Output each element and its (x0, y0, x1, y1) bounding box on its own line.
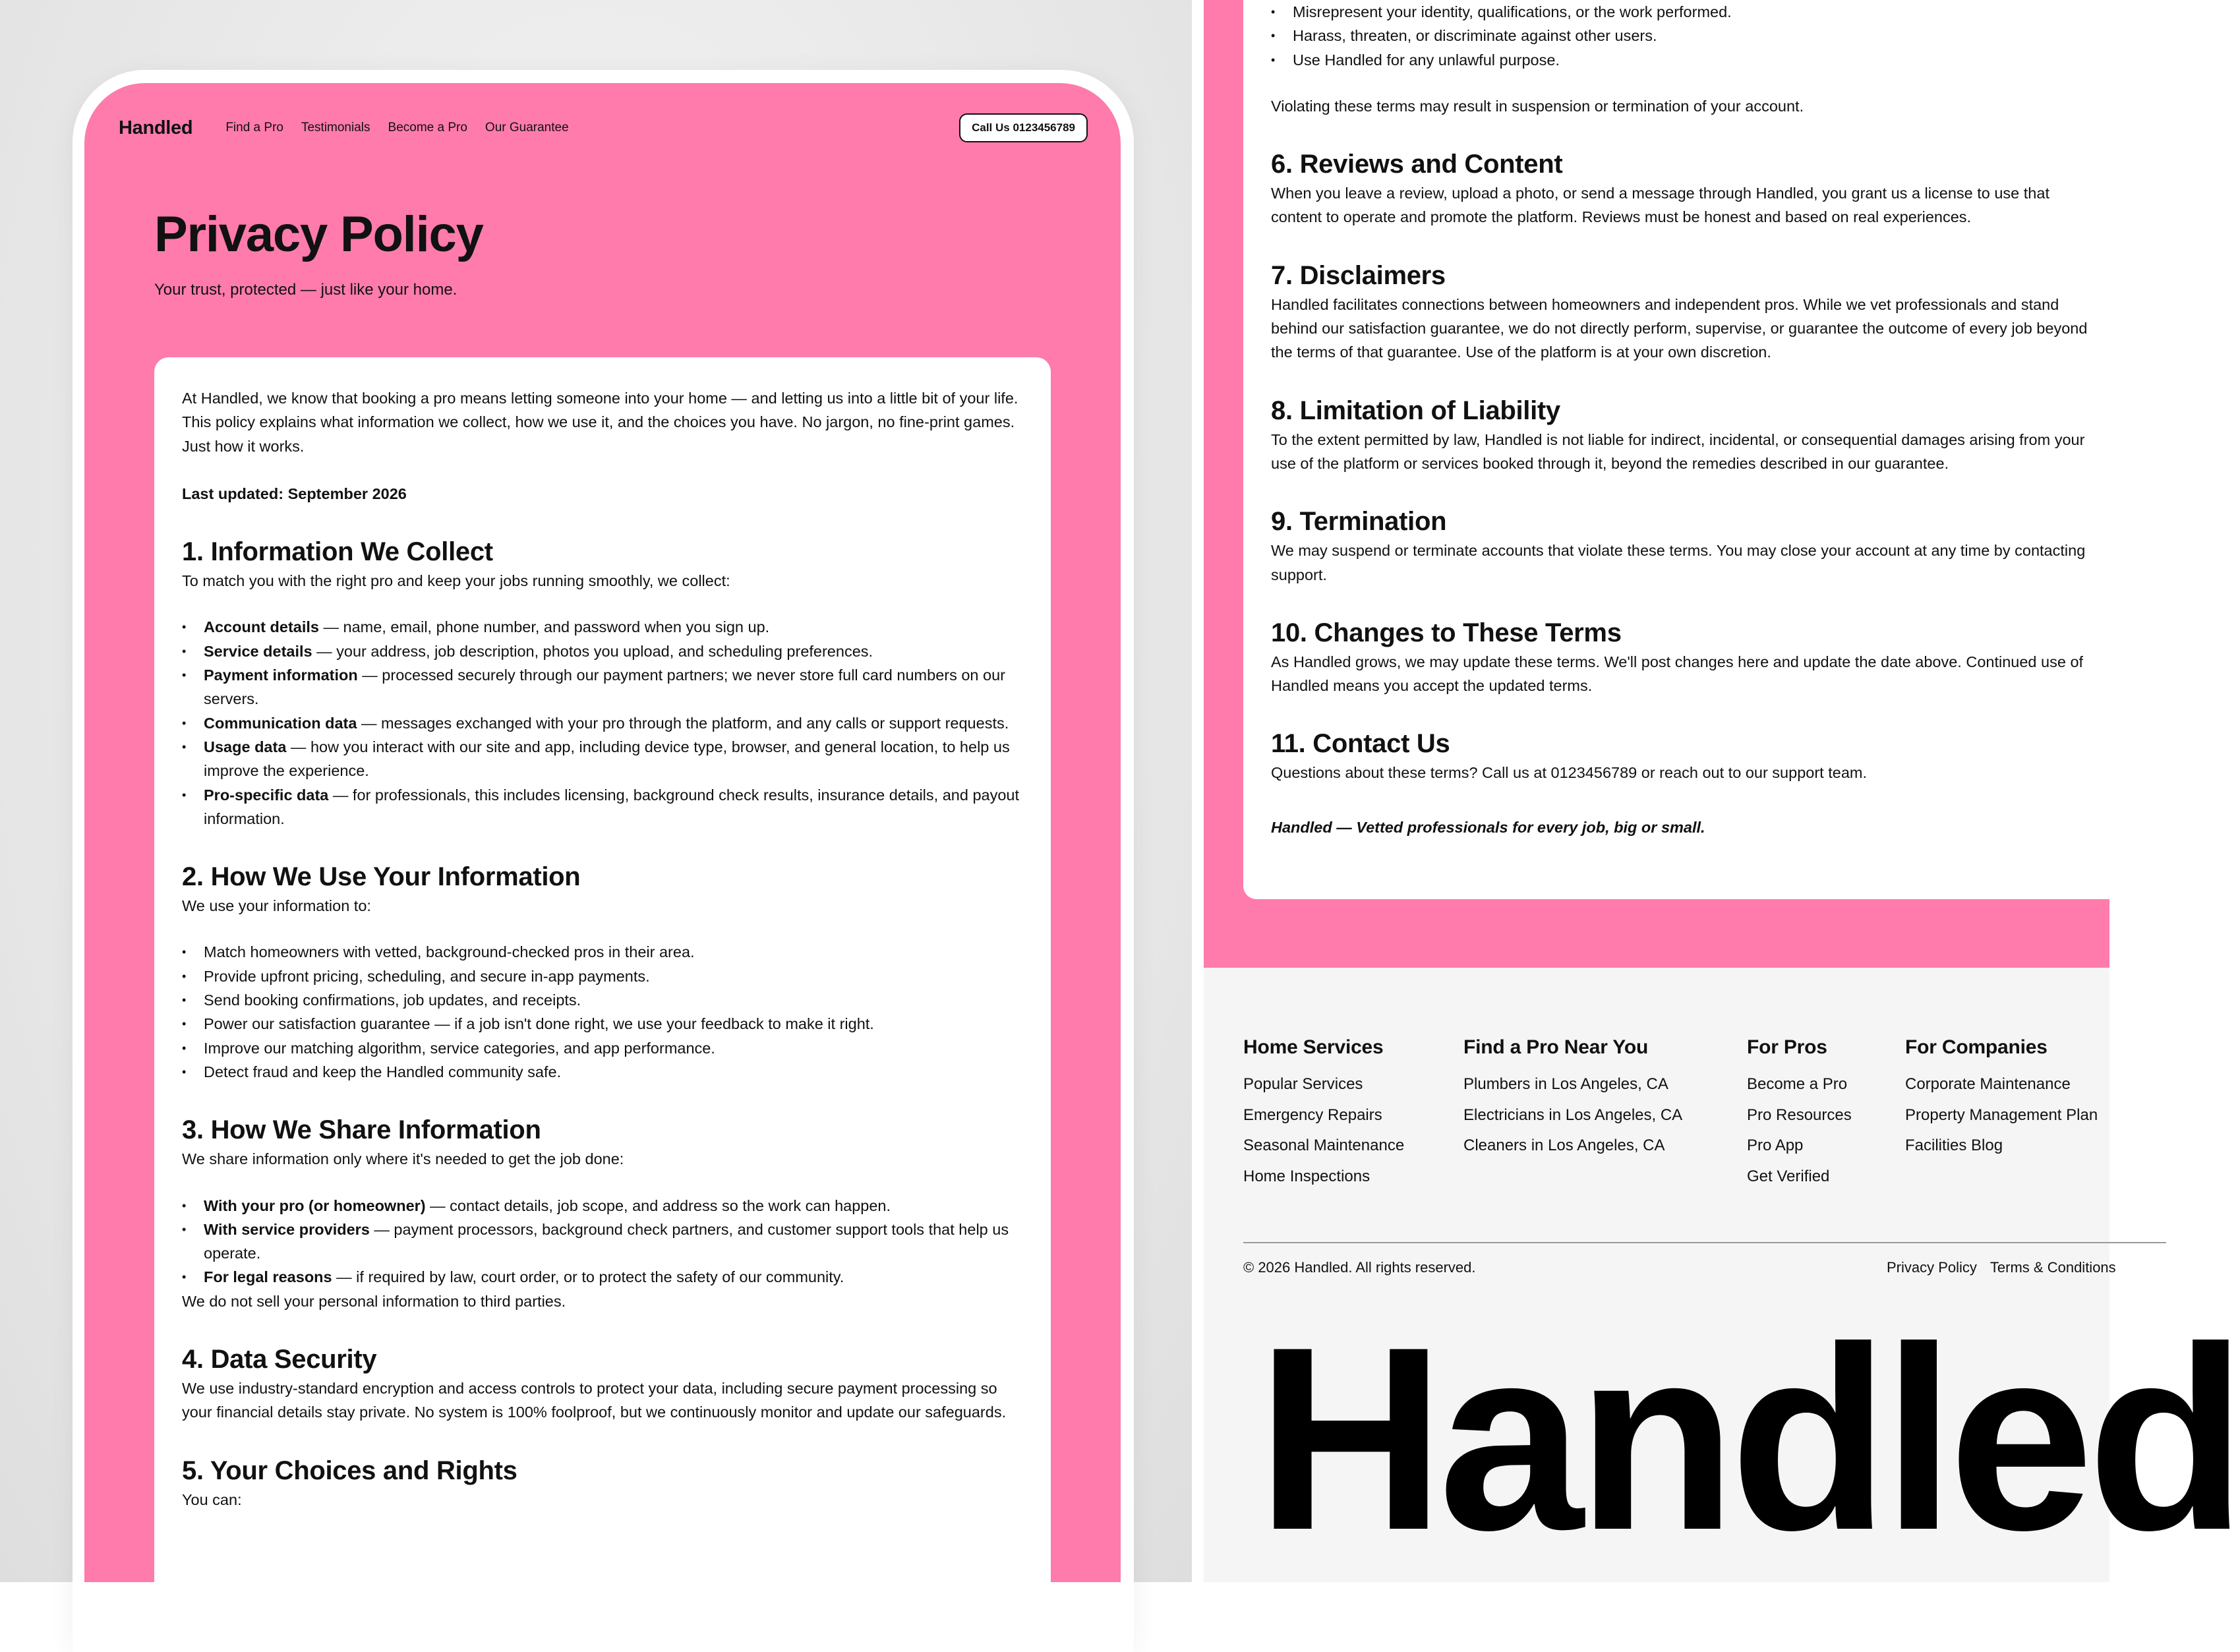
terms-link[interactable]: Terms & Conditions (1989, 1259, 2116, 1276)
footer-col-title: For Companies (1905, 1036, 2048, 1058)
item-term: With service providers (204, 1220, 370, 1238)
collect-list (182, 615, 1023, 831)
section-lead: To match you with the right pro and keep your jobs running smoothly, we collect: (182, 572, 730, 590)
item-term: Service details (204, 642, 312, 660)
last-updated: Last updated: September 2026 (182, 485, 407, 502)
violation-note: Violating these terms may result in suspension or termination of your account. (1271, 97, 1804, 115)
terms-card (1243, 0, 2166, 899)
footer-link[interactable]: Facilities Blog (1905, 1136, 2003, 1154)
item-text: — contact details, job scope, and address so the work can happen. (425, 1196, 891, 1214)
list-item (182, 1194, 1023, 1218)
footer-col-title: Home Services (1243, 1036, 1384, 1058)
list-item: • Misrepresent your identity, qualifications, or the work performed. (1271, 0, 2166, 24)
footer-link[interactable]: Pro Resources (1747, 1106, 1852, 1124)
no-sell-statement: We do not sell your personal information to third parties. (182, 1292, 566, 1310)
list-item: • Harass, threaten, or discriminate against other users. (1271, 24, 2166, 47)
list-item (182, 1265, 1023, 1289)
item-term: With your pro (or homeowner) (204, 1196, 426, 1214)
list-item (182, 1218, 1023, 1266)
section-lead: You can: (182, 1490, 242, 1508)
list-item: • Provide upfront pricing, scheduling, and secure in-app payments. (182, 964, 1023, 988)
item-text: — for professionals, this includes licensing, background check results, insurance details, and payout information. (204, 786, 1019, 827)
policy-intro: At Handled, we know that booking a pro means letting someone into your home — and letting us into a little bit of your life. This policy explains what information we collect, how we use it, and the choices you have. No jargon, no fine-print games. Just how it works. (182, 390, 1018, 455)
section-heading: 8. Limitation of Liability (1271, 396, 1560, 425)
footer-col-title: Find a Pro Near You (1463, 1036, 1649, 1058)
footer-wordmark: Handled (1256, 1293, 2240, 1584)
section-body: When you leave a review, upload a photo, or send a message through Handled, you grant us a license to use that content to operate and promote the platform. Reviews must be honest and based on real experiences. (1271, 185, 2049, 226)
section-heading: 3. How We Share Information (182, 1115, 541, 1145)
list-item: • Match homeowners with vetted, background-checked pros in their area. (182, 940, 1023, 964)
footer-link[interactable]: Property Management Plan (1905, 1106, 2098, 1124)
privacy-policy-link[interactable]: Privacy Policy (1887, 1259, 1977, 1276)
footer-link[interactable]: Emergency Repairs (1243, 1106, 1382, 1124)
footer-col-find-a-pro (1463, 1036, 1682, 1162)
site-footer (1243, 968, 2240, 1584)
section-body: To the extent permitted by law, Handled is not liable for indirect, incidental, or consequential damages arising from your use of the platform or services booked through it, beyond the remedies described in our guarantee. (1271, 430, 2085, 472)
tagline: Handled — Vetted professionals for every job, big or small. (1271, 818, 1705, 836)
footer-link[interactable]: Plumbers in Los Angeles, CA (1463, 1075, 1668, 1093)
tablet-screen (84, 83, 1121, 1582)
section-body: Questions about these terms? Call us at 0123456789 or reach out to our support team. (1271, 764, 1867, 782)
list-item: • Improve our matching algorithm, service categories, and app performance. (182, 1036, 1023, 1060)
list-item (182, 735, 1023, 783)
footer-link[interactable]: Home Inspections (1243, 1167, 1371, 1185)
right-mockup-stage (1204, 0, 2240, 1584)
section-heading: 7. Disclaimers (1271, 260, 1446, 290)
footer-link[interactable]: Become a Pro (1747, 1075, 1848, 1093)
item-text: — messages exchanged with your pro through the platform, and any calls or support requests. (357, 714, 1009, 732)
page-subtitle: Your trust, protected — just like your home. (154, 281, 457, 299)
section-lead: We use your information to: (182, 897, 371, 915)
footer-columns (1243, 968, 2166, 1245)
prohibited-list (1271, 0, 2166, 72)
item-term: Pro-specific data (204, 786, 329, 804)
policy-card (154, 357, 1051, 1610)
footer-link[interactable]: Corporate Maintenance (1905, 1075, 2071, 1093)
item-term: Usage data (204, 738, 287, 755)
nav-link-testimonials[interactable]: Testimonials (301, 121, 370, 134)
list-item (182, 663, 1023, 711)
section-lead: We share information only where it's needed to get the job done: (182, 1150, 624, 1168)
nav-links (225, 121, 568, 135)
top-nav (119, 96, 1088, 160)
section-heading: 5. Your Choices and Rights (182, 1456, 517, 1485)
footer-col-title: For Pros (1747, 1036, 1827, 1058)
footer-col-for-pros (1747, 1036, 1852, 1192)
item-text: — name, email, phone number, and password when you sign up. (318, 618, 770, 636)
item-text: — processed securely through our payment partners; we never store full card numbers on our servers. (204, 666, 1005, 708)
nav-link-become-a-pro[interactable]: Become a Pro (388, 121, 467, 134)
footer-link[interactable]: Cleaners in Los Angeles, CA (1463, 1136, 1665, 1154)
item-text: — how you interact with our site and app, including device type, browser, and general location, to help us improve the experience. (204, 738, 1010, 780)
footer-col-home-services (1243, 1036, 1404, 1192)
list-item (182, 639, 1023, 663)
list-item: • Send booking confirmations, job updates, and receipts. (182, 988, 1023, 1012)
footer-link[interactable]: Popular Services (1243, 1075, 1363, 1093)
section-heading: 6. Reviews and Content (1271, 150, 1563, 179)
item-text: — your address, job description, photos you upload, and scheduling preferences. (312, 642, 873, 660)
share-list (182, 1194, 1023, 1289)
copyright: © 2026 Handled. All rights reserved. (1243, 1259, 1476, 1276)
footer-link[interactable]: Pro App (1747, 1136, 1804, 1154)
list-item: • Use Handled for any unlawful purpose. (1271, 48, 2166, 72)
section-heading: 4. Data Security (182, 1345, 377, 1374)
section-body: Handled facilitates connections between homeowners and independent pros. While we vet professionals and stand behind our satisfaction guarantee, we do not directly perform, supervise, or guarantee the outcome of every job beyond the terms of that guarantee. Use of the platform is at your own discretion. (1271, 295, 2088, 361)
list-item (182, 711, 1023, 735)
item-term: Payment information (204, 666, 358, 684)
call-us-button[interactable]: Call Us 0123456789 (959, 113, 1088, 142)
list-item (182, 783, 1023, 831)
section-body: We use industry-standard encryption and access controls to protect your data, including secure payment processing so your financial details stay private. No system is 100% foolproof, but we continuously monitor and update our safeguards. (182, 1380, 1007, 1421)
section-heading: 2. How We Use Your Information (182, 862, 581, 892)
footer-col-for-companies (1905, 1036, 2098, 1162)
footer-divider (1243, 1242, 2166, 1243)
footer-link[interactable]: Seasonal Maintenance (1243, 1136, 1405, 1154)
item-text: — payment processors, background check partners, and customer support tools that help us operate. (204, 1220, 1009, 1262)
section-heading: 11. Contact Us (1271, 729, 1450, 759)
item-text: — if required by law, court order, or to protect the safety of our community. (332, 1268, 844, 1286)
item-term: For legal reasons (204, 1268, 332, 1286)
use-list (182, 940, 1023, 1084)
list-item: • Detect fraud and keep the Handled community safe. (182, 1060, 1023, 1084)
list-item (182, 615, 1023, 639)
section-heading: 9. Termination (1271, 507, 1447, 537)
section-body: As Handled grows, we may update these terms. We'll post changes here and update the date above. Continued use of Handled means you accept the updated terms. (1271, 653, 2084, 695)
footer-link[interactable]: Electricians in Los Angeles, CA (1463, 1106, 1683, 1124)
footer-link[interactable]: Get Verified (1747, 1167, 1830, 1185)
brand-logo[interactable]: Handled (119, 117, 193, 138)
page-title: Privacy Policy (154, 206, 483, 262)
list-item: • Power our satisfaction guarantee — if a job isn't done right, we use your feedback to make it right. (182, 1012, 1023, 1036)
legal-links (1887, 1259, 2116, 1276)
item-term: Communication data (204, 714, 357, 732)
item-term: Account details (204, 618, 319, 636)
section-body: We may suspend or terminate accounts that violate these terms. You may close your account at any time by contacting support. (1271, 542, 2086, 583)
nav-link-find-a-pro[interactable]: Find a Pro (225, 121, 283, 134)
nav-link-our-guarantee[interactable]: Our Guarantee (485, 121, 569, 134)
section-heading: 10. Changes to These Terms (1271, 618, 1622, 647)
section-heading: 1. Information We Collect (182, 537, 493, 567)
